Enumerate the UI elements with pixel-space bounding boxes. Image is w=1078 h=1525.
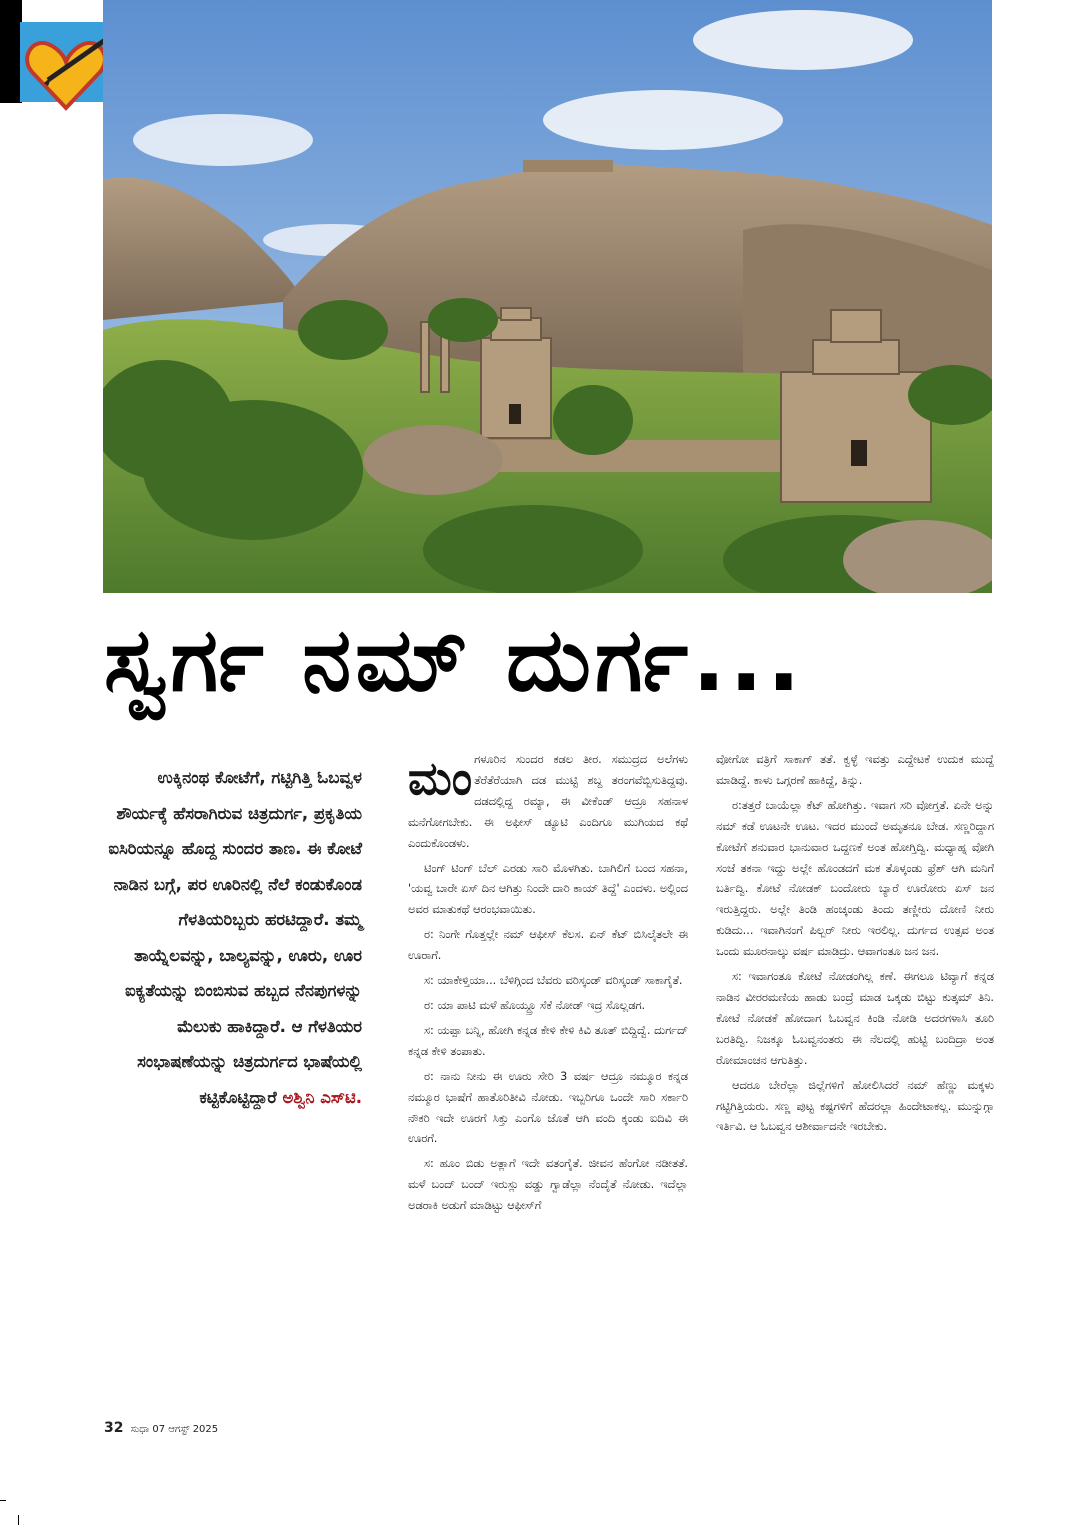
hero-photo-chitradurga-fort [103, 0, 992, 593]
pen-heart-logo-icon [18, 20, 114, 120]
paragraph: ರ: ಯಾ ಪಾಟಿ ಮಳೆ ಹೊಯ್ದ್ರೂ ಸೆಕೆ ನೋಡ್ ಇದ್ರ ಸೊಲ್ಲಡಗ. [424, 998, 646, 1012]
paragraph: ರ:ತತ್ತರೆ ಬಾಯೆಲ್ಲಾ ಕೆಟ್ ಹೋಗಿತ್ತು. ಇವಾಗ ಸರಿ ವೋಗ್ತತೆ. ಏನೇ ಅನ್ನು ನಮ್ ಕಡೆ ಊಟನೇ ಊಟ. ಇದರ ಮುಂದೆ ಅಮೃತನೂ ಬೇಡ. ಸಣ್ಣರಿದ್ದಾಗ ಕೋಟೆಗೆ ಶನುವಾರ ಭಾನುವಾರ ಒದ್ದಣಕೆ ಅಂತ ಹೋಗ್ತಿದ್ವಿ. ಮಧ್ಯಾಹ್ನ ವೋಗಿ ಸಂಜೆ ತಕನಾ ಇದ್ದು ಅಲ್ಲೇ ಹೊಂಡದಗೆ ಮಕ ತೊಳ್ಕಂಡು ಫ್ರೆಶ್ ಆಗಿ ಮನಿಗೆ ಬರ್ತಿದ್ವಿ. ಕೋಟೆ ನೋಡಕ್ ಬಂದೋರು ಬ್ಯಾರೆ ಊರೋರು ಏಸ್ ಜನ ಇರುತ್ತಿದ್ದರು. ಅಲ್ಲೇ ತಿಂಡಿ ಹಂಚ್ಕಂಡು ತಿಂದು ತಣ್ಣೀರು ದೋಣಿ ನೀರು ಕುಡಿದು... ಇವಾಗಿನಂಗೆ ಪಿಲ್ಬರ್ ನೀರು ಇರಲಿಲ್ಲ. ದುರ್ಗದ ಉತ್ಸವ ಅಂತ ಒಂದು ಮೂರನಾಲ್ಕು ವರ್ಷ ಮಾಡಿದ್ರು. ಆವಾಗಂತೂ ಜನ ಜನ. [716, 798, 994, 959]
paragraph: ರ: ನಾನು ನೀನು ಈ ಊರು ಸೇರಿ 3 ವರ್ಷ ಆದ್ರೂ ನಮ್ಮೂರ ಕನ್ನಡ ನಮ್ಮೂರ ಭಾಷೆಗೆ ಹಾತೊರಿತೀವಿ ನೋಡು. ಇಬ್ಬರಿಗೂ ಒಂದೇ ಸಾರಿ ಸರ್ಕಾರಿ ನೌಕರಿ ಇದೇ ಊರಗೆ ಸಿಕ್ತು ಎಂಗೊ ಜೊತೆ ಆಗಿ ವಂದಿ ಕ್ಕಂಡು ಐದಿವಿ ಈ ಊರಗೆ. [408, 1069, 688, 1146]
author-name: ಅಶ್ವಿನಿ ಎಸ್‌ಟಿ. [282, 1087, 362, 1107]
paragraph: ಟಿಂಗ್ ಟಿಂಗ್ ಬೆಲ್ ಎರಡು ಸಾರಿ ಮೊಳಗಿತು. ಬಾಗಿಲಿಗೆ ಬಂದ ಸಹನಾ, 'ಯವ್ವ ಬಾರೇ ಏಸ್ ದಿನ ಆಗಿತ್ತು ನಿಂದೇ ದಾರಿ ಕಾಯ್ ತಿದ್ದೆ' ಎಂದಳು. ಅಲ್ಲಿಂದ ಅವರ ಮಾತುಕಥೆ ಆರಂಭವಾಯಿತು. [408, 861, 688, 917]
paragraph: ವೋಗೋ ವತ್ರಿಗೆ ಸಾಕಾಗ್ ತತೆ. ಕ್ವಳ್ಳೆ ಇವತ್ತು ಎದ್ದೇಟಕೆ ಉದುಕ ಮುದ್ದೆ ಮಾಡಿದ್ದೆ. ಕಾಳು ಒಗ್ಗರಣೆ ಹಾಕಿದ್ದೆ, ತಿನ್ನು. [716, 753, 994, 787]
crop-mark [18, 1515, 19, 1525]
article-intro [104, 760, 362, 1115]
paragraph: ಮಂಗಳೂರಿನ ಸುಂದರ ಕಡಲ ತೀರ. ಸಮುದ್ರದ ಅಲೆಗಳು ತೆರೆತೆರೆಯಾಗಿ ದಡ ಮುಟ್ಟಿ ಶಬ್ದ ತರಂಗವೆಬ್ಬಿಸುತಿದ್ದವು. ದಡದಲ್ಲಿದ್ದ ರಮ್ಯಾ, ಈ ವೀಕೆಂಡ್ ಆದ್ರೂ ಸಹನಾಳ ಮನೆಗೋಗಬೇಕು. ಈ ಅಫೀಸ್ ಡ್ಯೂಟಿ ಎಂದಿಗೂ ಮುಗಿಯದ ಕಥೆ ಎಂದುಕೊಂಡಳು. [408, 751, 688, 850]
paragraph: ಸ: ಹೂಂ ಬಿಡು ಅತ್ಲಾಗೆ ಇದೇ ವತಂಗೈತೆ. ಜೀವನ ಹೆಂಗೋ ನಡೀತತೆ. ಮಳೆ ಬಂದ್ ಬಂದ್ ಇರುಸ್ಲು ವಡ್ಡು ಗ್ವಾಡೆಲ್ಲಾ ನೆಂದೈತೆ ನೋಡು. ಇದೆಲ್ಲಾ ಅಡರಾಕಿ ಅಡುಗೆ ಮಾಡಿಟ್ಟು ಆಫೀಸ್‌ಗೆ [408, 1157, 688, 1213]
intro-text: ಉಕ್ಕಿನಂಥ ಕೋಟೆಗೆ, ಗಟ್ಟಿಗಿತ್ತಿ ಓಬವ್ವಳ ಶೌರ್ಯಕ್ಕೆ ಹೆಸರಾಗಿರುವ ಚಿತ್ರದುರ್ಗ, ಪ್ರಕೃತಿಯ ಐಸಿರಿಯನ್ನೂ ಹೊದ್ದ ಸುಂದರ ತಾಣ. ಈ ಕೋಟೆ ನಾಡಿನ ಬಗ್ಗೆ, ಪರ ಊರಿನಲ್ಲಿ ನೆಲೆ ಕಂಡುಕೊಂಡ ಗೆಳತಿಯರಿಬ್ಬರು ಹರಟಿದ್ದಾರೆ. ತಮ್ಮ ತಾಯ್ನೆಲವನ್ನು, ಬಾಲ್ಯವನ್ನು, ಊರು, ಊರ ಐಕ್ಯತೆಯನ್ನು ಬಿಂಬಿಸುವ ಹಬ್ಬದ ನೆನಪುಗಳನ್ನು ಮೆಲುಕು ಹಾಕಿದ್ದಾರೆ. ಆ ಗೆಳತಿಯರ ಸಂಭಾಷಣೆಯನ್ನು ಚಿತ್ರದುರ್ಗದ ಭಾಷೆಯಲ್ಲಿ ಕಟ್ಟಿಕೊಟ್ಟಿದ್ದಾರೆ [108, 768, 362, 1107]
paragraph: ಆದರೂ ಬೇರೆಲ್ಲಾ ಜಿಲ್ಲೆಗಳಿಗೆ ಹೋಲಿಸಿದರೆ ನಮ್ ಹೆಣ್ಣು ಮಕ್ಕಳು ಗಟ್ಟಿಗಿತ್ತಿಯರು. ಸಣ್ಣ ಪುಟ್ಟ ಕಷ್ಟಗಳಿಗೆ ಹೆದರಲ್ಲಾ ಹಿಂದೇಟಾಕಲ್ಲ. ಮುನ್ನುಗ್ಗಾ ಇರ್ತಿವಿ. ಆ ಓಬವ್ವನ ಆಶೀರ್ವಾದನೇ ಇರಬೇಕು. [716, 1078, 994, 1134]
body-column-2 [716, 750, 994, 1142]
paragraph: ಸ: ಇವಾಗಂತೂ ಕೋಟೆ ನೋಡಂಗಿಲ್ಲ ಕಣೆ. ಈಗಲೂ ಟಿವ್ಯಾಗೆ ಕನ್ನಡ ನಾಡಿನ ವೀರರಮಣಿಯ ಹಾಡು ಬಂದ್ರೆ ಮಾಡ ಒಕ್ಕಡು ಬಿಟ್ಟು ಕುತ್ಕಮ್ ತಿನಿ. ಕೋಟೆ ನೋಡಕೆ ಹೋದಾಗ ಓಬವ್ವನ ಕಿಂಡಿ ನೋಡಿ ಅದರಗಳಾಸಿ ತೂರಿ ಬರತಿದ್ವಿ. ನಿಜಕ್ಕೂ ಓಬವ್ವನಂತರು ಈ ನೆಲದಲ್ಲಿ ಹುಟ್ಟಿ ಬಂದಿದ್ರಾ ಅಂತ ರೋಮಾಂಚನ ಆಗುತಿತ್ತು. [716, 970, 994, 1067]
page-footer [104, 1420, 218, 1436]
paragraph: ಸ: ಯಾಕೇಳ್ತಿಯಾ... ಬೆಳಿಗ್ಗಿಂದ ಬೆವರು ವರಿಸ್ಕಂಡ್ ವರಿಸ್ಕಂಡ್ ಸಾಕಾಗೈತೆ. [424, 974, 683, 988]
magazine-issue: ಸುಧಾ 07 ಆಗಸ್ಟ್ 2025 [130, 1424, 219, 1435]
article-headline: ಸ್ವರ್ಗ ನಮ್ ದುರ್ಗ... [104, 608, 805, 711]
crop-mark [0, 1500, 6, 1501]
paragraph: ರ: ನಿಂಗೇ ಗೊತ್ತಲ್ಲೇ ನಮ್ ಆಫೀಸ್ ಕೆಲಸ. ಏನ್ ಕೆಟ್ ಬಿಸಿಲೈತಲೇ ಈ ಊರಾಗೆ. [408, 928, 688, 963]
paragraph: ಸ: ಯಪ್ಪಾ ಬನ್ನಿ, ಹೋಗಿ ಕನ್ನಡ ಕೇಳಿ ಕೇಳಿ ಕಿವಿ ತೂತ್ ಬಿದ್ದಿದ್ವೆ. ದುರ್ಗದ್ ಕನ್ನಡ ಕೇಳಿ ತಂಪಾತು. [408, 1023, 688, 1058]
page-number: 32 [104, 1420, 124, 1436]
body-column-1 [408, 750, 688, 1221]
drop-cap: ಮಂ [408, 751, 473, 805]
